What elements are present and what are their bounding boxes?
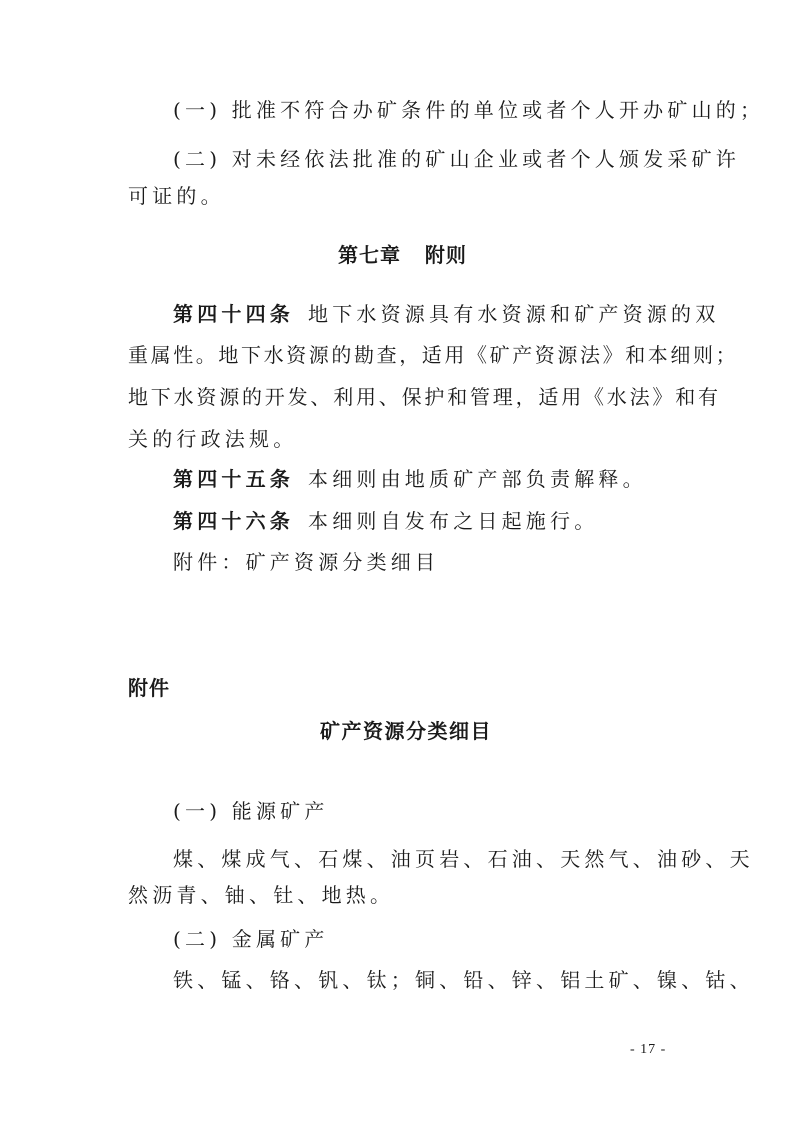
article-45-label: 第四十五条	[173, 467, 294, 491]
category-2-items-line-1: 铁、锰、铬、钒、钛；铜、铅、锌、铝土矿、镍、钴、	[173, 968, 754, 992]
article-46-label: 第四十六条	[173, 509, 294, 533]
article-44-label: 第四十四条	[173, 302, 294, 326]
article-44-text-1: 地下水资源具有水资源和矿产资源的双	[308, 302, 720, 326]
list-item-2-continuation: 可证的。	[128, 184, 225, 208]
appendix-title: 矿产资源分类细目	[320, 719, 492, 743]
category-2-title: (二) 金属矿产	[173, 927, 329, 951]
article-46	[173, 508, 598, 534]
article-44-line-2: 重属性。地下水资源的勘查，适用《矿产资源法》和本细则；	[128, 343, 739, 367]
article-44-line-3: 地下水资源的开发、利用、保护和管理，适用《水法》和有	[128, 385, 721, 409]
article-44-line-1	[173, 301, 719, 327]
attachment-reference: 附件：矿产资源分类细目	[173, 550, 440, 574]
chapter-title: 第七章 附则	[338, 243, 467, 267]
category-1-title: (一) 能源矿产	[173, 799, 329, 823]
appendix-label: 附件	[128, 676, 170, 700]
category-1-items-line-1: 煤、煤成气、石煤、油页岩、石油、天然气、油砂、天	[173, 847, 754, 871]
article-45	[173, 466, 647, 492]
list-item-1: (一) 批准不符合办矿条件的单位或者个人开办矿山的；	[173, 98, 765, 122]
page-number: - 17 -	[630, 1042, 667, 1057]
category-1-items-line-2: 然沥青、铀、钍、地热。	[128, 883, 395, 907]
article-44-line-4: 关的行政法规。	[128, 427, 298, 451]
article-46-text: 本细则自发布之日起施行。	[308, 509, 599, 533]
article-45-text: 本细则由地质矿产部负责解释。	[308, 467, 647, 491]
list-item-2: (二) 对未经依法批准的矿山企业或者个人颁发采矿许	[173, 147, 740, 171]
